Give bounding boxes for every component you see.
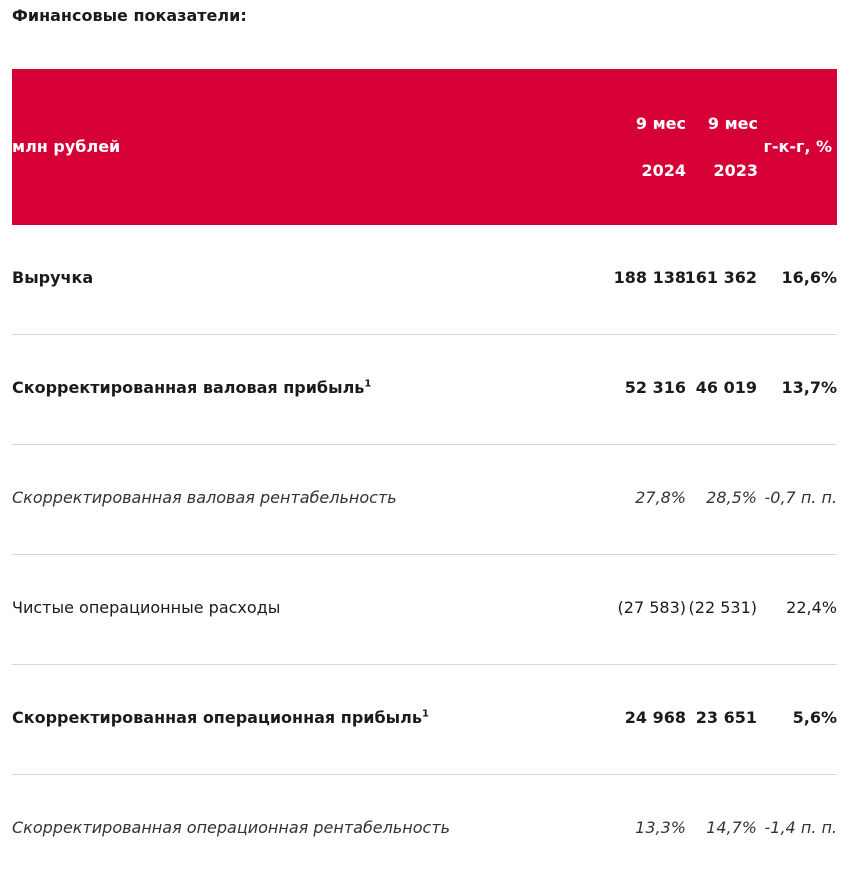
header-col-2023	[678, 69, 758, 225]
page-title: Финансовые показатели:	[12, 6, 247, 25]
row-label: Чистые операционные расходы	[12, 598, 281, 617]
header-col-yoy	[752, 69, 832, 225]
row-value-yoy: 5,6%	[792, 708, 837, 727]
header-col-2023-year: 2023	[713, 161, 758, 180]
table-row	[12, 225, 837, 335]
row-value-yoy: -0,7 п. п.	[764, 488, 837, 507]
row-value-yoy: 16,6%	[781, 268, 837, 287]
header-col-2024-year: 2024	[641, 161, 686, 180]
footnote-marker: 1	[364, 378, 372, 390]
header-units-label: млн рублей	[12, 137, 121, 156]
row-value-2024: 27,8%	[635, 488, 686, 507]
row-value-2023: 23 651	[695, 708, 757, 727]
row-value-2023: 28,5%	[706, 488, 757, 507]
row-label: Скорректированная валовая прибыль$^1$	[12, 378, 372, 397]
header-col-2023-period: 9 мес	[707, 114, 758, 133]
row-value-2024: (27 583)	[617, 598, 686, 617]
table-row	[12, 665, 837, 775]
footnote-marker: 1	[421, 708, 429, 720]
row-value-yoy: 22,4%	[786, 598, 837, 617]
header-col-yoy-label: г-к-г, %	[763, 137, 832, 156]
header-col-2024-period: 9 мес	[635, 114, 686, 133]
table-row	[12, 555, 837, 665]
row-value-2023: 161 362	[684, 268, 757, 287]
row-value-yoy: -1,4 п. п.	[764, 818, 837, 837]
row-label: Скорректированная операционная прибыль$^1$	[12, 708, 429, 727]
row-label: Выручка	[12, 268, 94, 287]
table-header	[12, 69, 837, 225]
row-value-2024: 24 968	[624, 708, 686, 727]
table-row	[12, 335, 837, 445]
table-row	[12, 775, 837, 884]
header-col-2024	[606, 69, 686, 225]
row-label: Скорректированная операционная рентабельность	[12, 818, 451, 837]
row-value-2023: 46 019	[695, 378, 757, 397]
row-value-2024: 52 316	[624, 378, 686, 397]
row-value-2023: 14,7%	[706, 818, 757, 837]
row-value-2024: 188 138	[613, 268, 686, 287]
row-value-2024: 13,3%	[635, 818, 686, 837]
table-row	[12, 445, 837, 555]
financial-table	[12, 69, 837, 884]
row-label: Скорректированная валовая рентабельность	[12, 488, 397, 507]
row-value-2023: (22 531)	[688, 598, 757, 617]
row-value-yoy: 13,7%	[781, 378, 837, 397]
